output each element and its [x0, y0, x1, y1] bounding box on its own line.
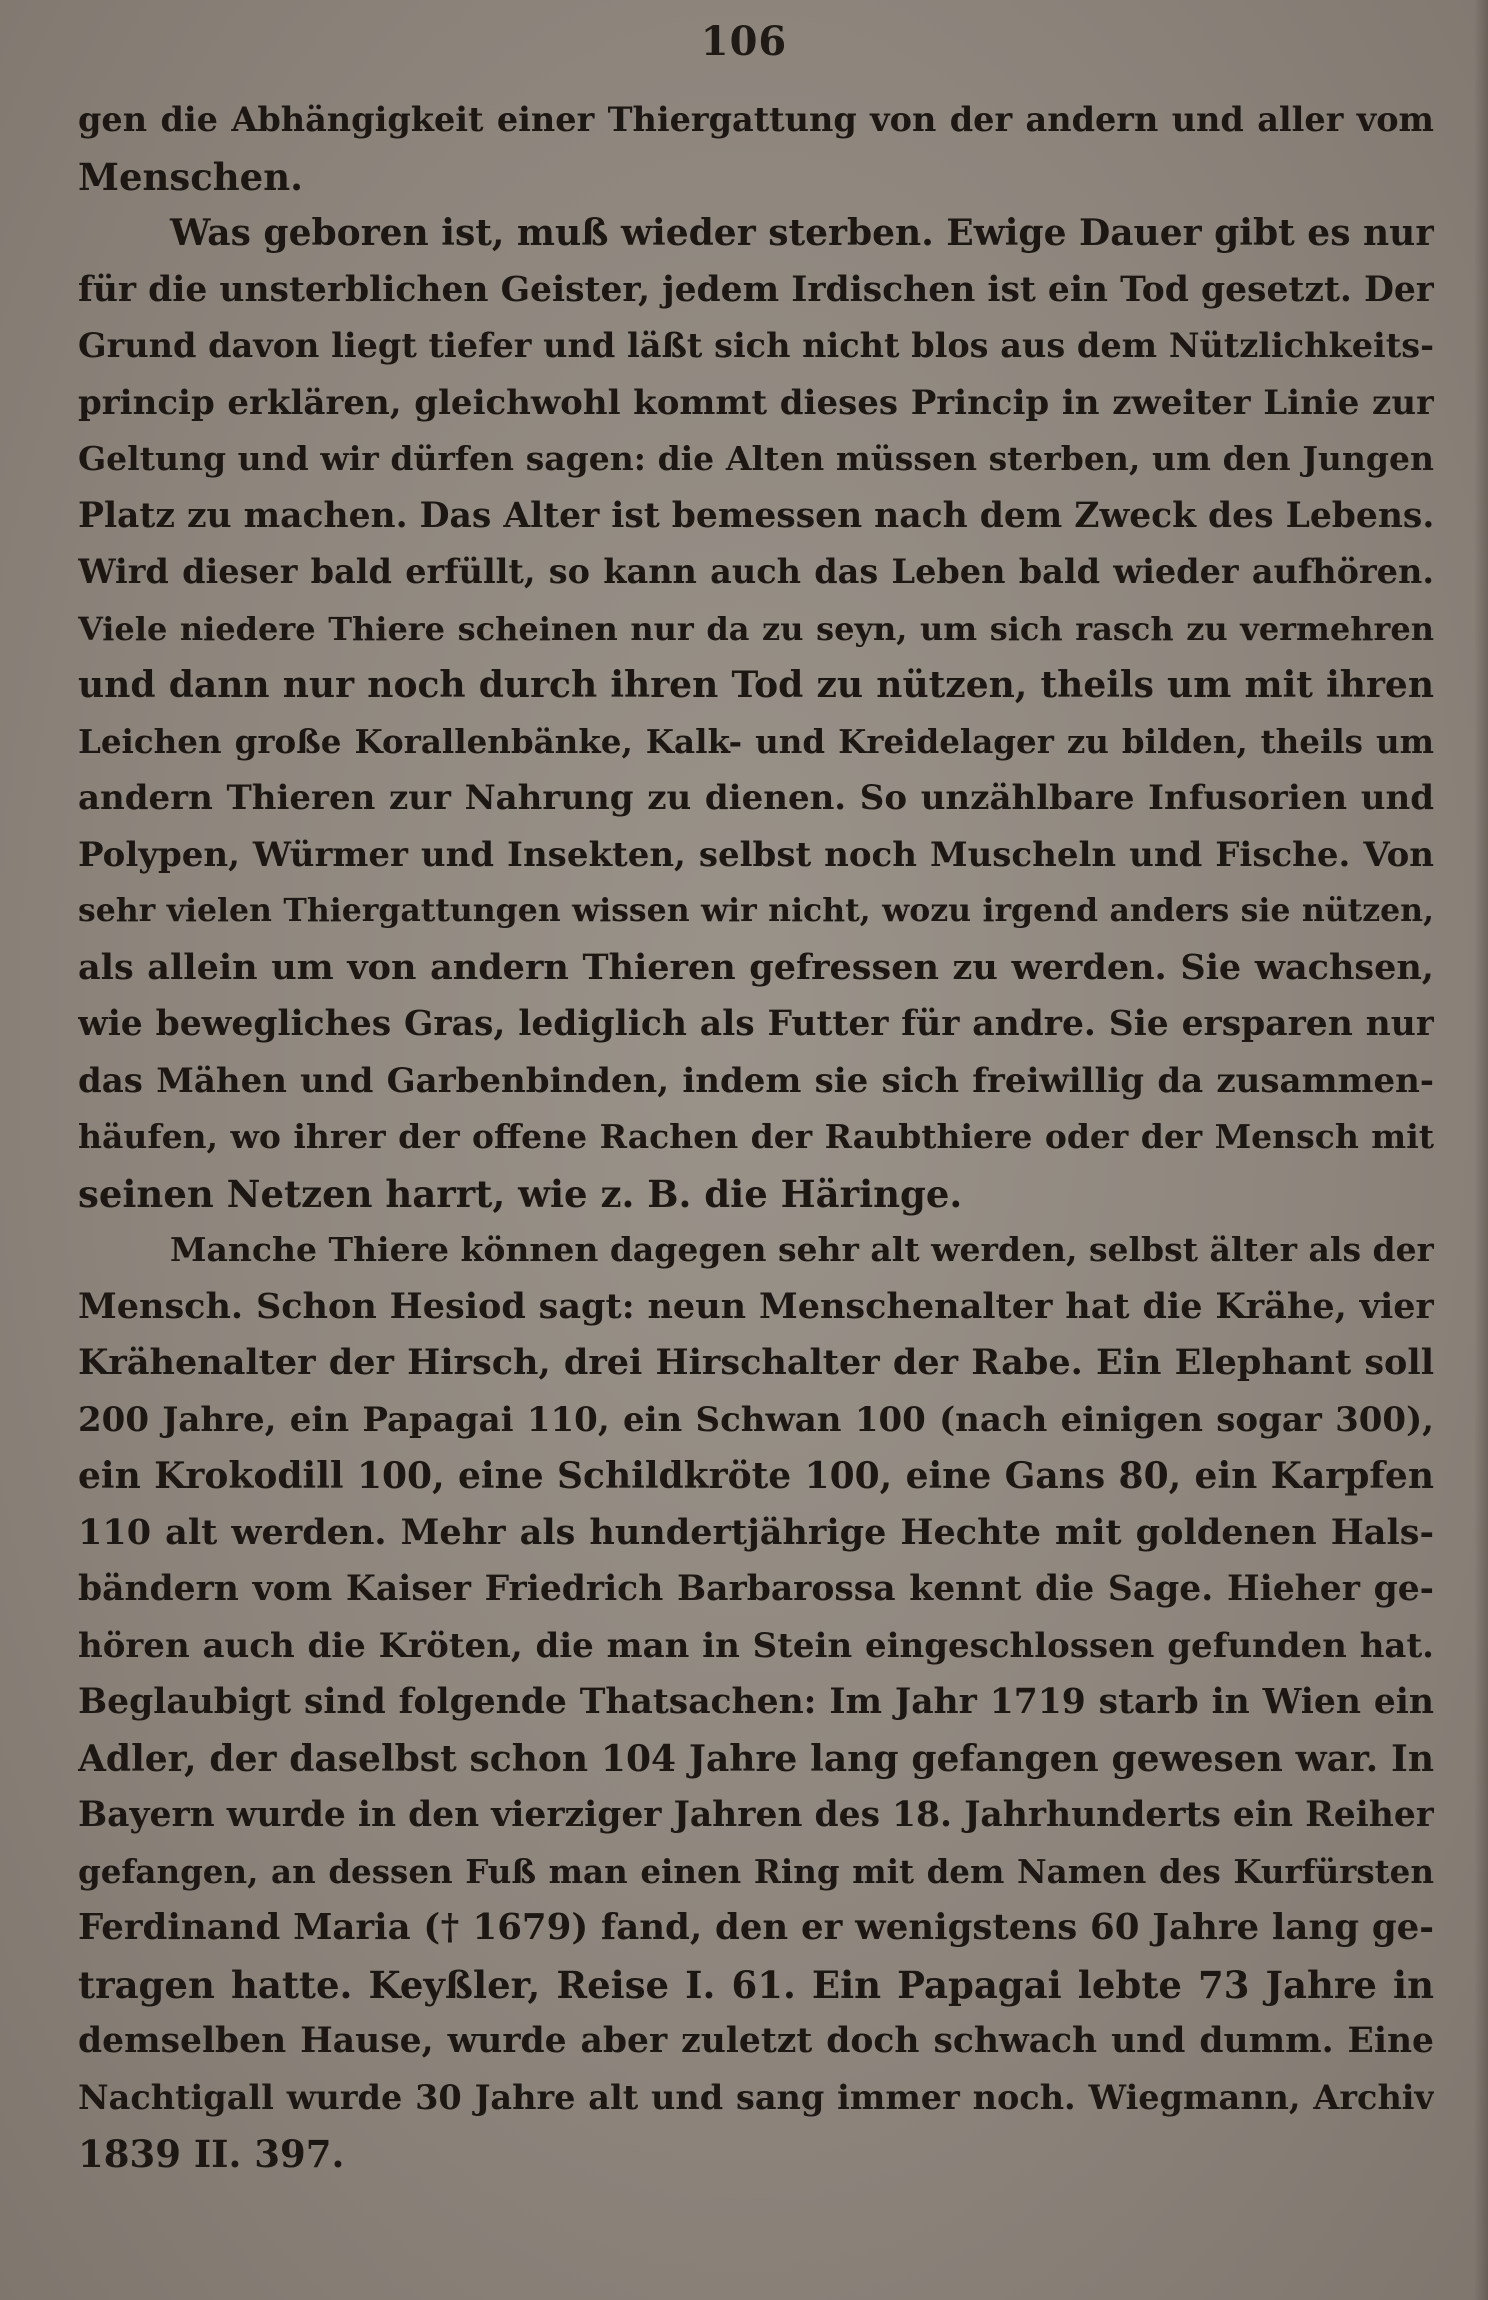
body-text [78, 92, 1434, 2183]
text-line: sehr vielen Thiergattungen wissen wir nicht, wozu irgend anders sie nützen, [78, 892, 1434, 929]
text-line: Viele niedere Thiere scheinen nur da zu seyn, um sich rasch zu vermehren [78, 609, 1434, 648]
text-line: Wird dieser bald erfüllt, so kann auch das Leben bald wieder aufhören. [78, 552, 1434, 591]
text-line: Bayern wurde in den vierziger Jahren des 18. Jahrhunderts ein Reiher [78, 1795, 1434, 1835]
text-line: tragen hatte. Keyßler, Reise I. 61. Ein Papagai lebte 73 Jahre in [78, 1962, 1434, 2007]
text-line: für die unsterblichen Geister, jedem Irdischen ist ein Tod gesetzt. Der [78, 269, 1434, 310]
text-line: seinen Netzen harrt, wie z. B. die Häringe. [78, 1171, 963, 1216]
text-line: häufen, wo ihrer der offene Rachen der Raubthiere oder der Mensch mit [78, 1117, 1434, 1156]
text-line: 1839 II. 397. [78, 2132, 345, 2176]
text-line: Beglaubigt sind folgende Thatsachen: Im Jahr 1719 starb in Wien ein [78, 1682, 1434, 1722]
text-line: Manche Thiere können dagegen sehr alt werden, selbst älter als der [170, 1230, 1434, 1269]
text-line: Menschen. [78, 154, 303, 199]
text-line: 200 Jahre, ein Papagai 110, ein Schwan 100 (nach einigen sogar 300), [78, 1399, 1434, 1440]
text-line: das Mähen und Garbenbinden, indem sie sich freiwillig da zusammen- [78, 1060, 1434, 1101]
text-line: wie bewegliches Gras, lediglich als Futter für andre. Sie ersparen nur [78, 1004, 1434, 1044]
text-line: hören auch die Kröten, die man in Stein eingeschlossen gefunden hat. [78, 1625, 1434, 1666]
text-line: Leichen große Korallenbänke, Kalk- und Kreidelager zu bilden, theils um [78, 721, 1434, 761]
text-line: gefangen, an dessen Fuß man einen Ring mit dem Namen des Kurfürsten [78, 1851, 1434, 1891]
text-line: bändern vom Kaiser Friedrich Barbarossa kennt die Sage. Hieher ge- [78, 1569, 1434, 1609]
text-line: princip erklären, gleichwohl kommt dieses Princip in zweiter Linie zur [78, 382, 1434, 423]
text-line: Krähenalter der Hirsch, drei Hirschalter der Rabe. Ein Elephant soll [78, 1342, 1434, 1383]
text-line: Was geboren ist, muß wieder sterben. Ewige Dauer gibt es nur [170, 212, 1434, 254]
text-line: Nachtigall wurde 30 Jahre alt und sang immer noch. Wiegmann, Archiv [78, 2077, 1434, 2117]
text-line: demselben Hause, wurde aber zuletzt doch schwach und dumm. Eine [78, 2021, 1434, 2061]
text-line: 110 alt werden. Mehr als hundertjährige Hechte mit goldenen Hals- [78, 1511, 1434, 1553]
text-line: Grund davon liegt tiefer und läßt sich nicht blos aus dem Nützlichkeits- [78, 326, 1434, 365]
text-line: Ferdinand Maria († 1679) fand, den er wenigstens 60 Jahre lang ge- [78, 1907, 1434, 1948]
text-line: Adler, der daselbst schon 104 Jahre lang gefangen gewesen war. In [78, 1737, 1434, 1780]
text-line: Geltung und wir dürfen sagen: die Alten müssen sterben, um den Jungen [78, 439, 1434, 478]
text-line: gen die Abhängigkeit einer Thiergattung von der andern und aller vom [78, 100, 1434, 139]
text-line: Polypen, Würmer und Insekten, selbst noch Muscheln und Fische. Von [78, 834, 1434, 875]
text-line: und dann nur noch durch ihren Tod zu nützen, theils um mit ihren [78, 664, 1434, 706]
text-line: andern Thieren zur Nahrung zu dienen. So unzählbare Infusorien und [78, 778, 1434, 818]
text-line: als allein um von andern Thieren gefressen zu werden. Sie wachsen, [78, 946, 1434, 988]
text-line: Mensch. Schon Hesiod sagt: neun Menschenalter hat die Krähe, vier [78, 1285, 1434, 1327]
page-edge-shadow [1474, 0, 1488, 2300]
text-line: Platz zu machen. Das Alter ist bemessen nach dem Zweck des Lebens. [78, 495, 1434, 536]
page-number: 106 [700, 18, 788, 65]
text-line: ein Krokodill 100, eine Schildkröte 100, eine Gans 80, ein Karpfen [78, 1455, 1434, 1497]
